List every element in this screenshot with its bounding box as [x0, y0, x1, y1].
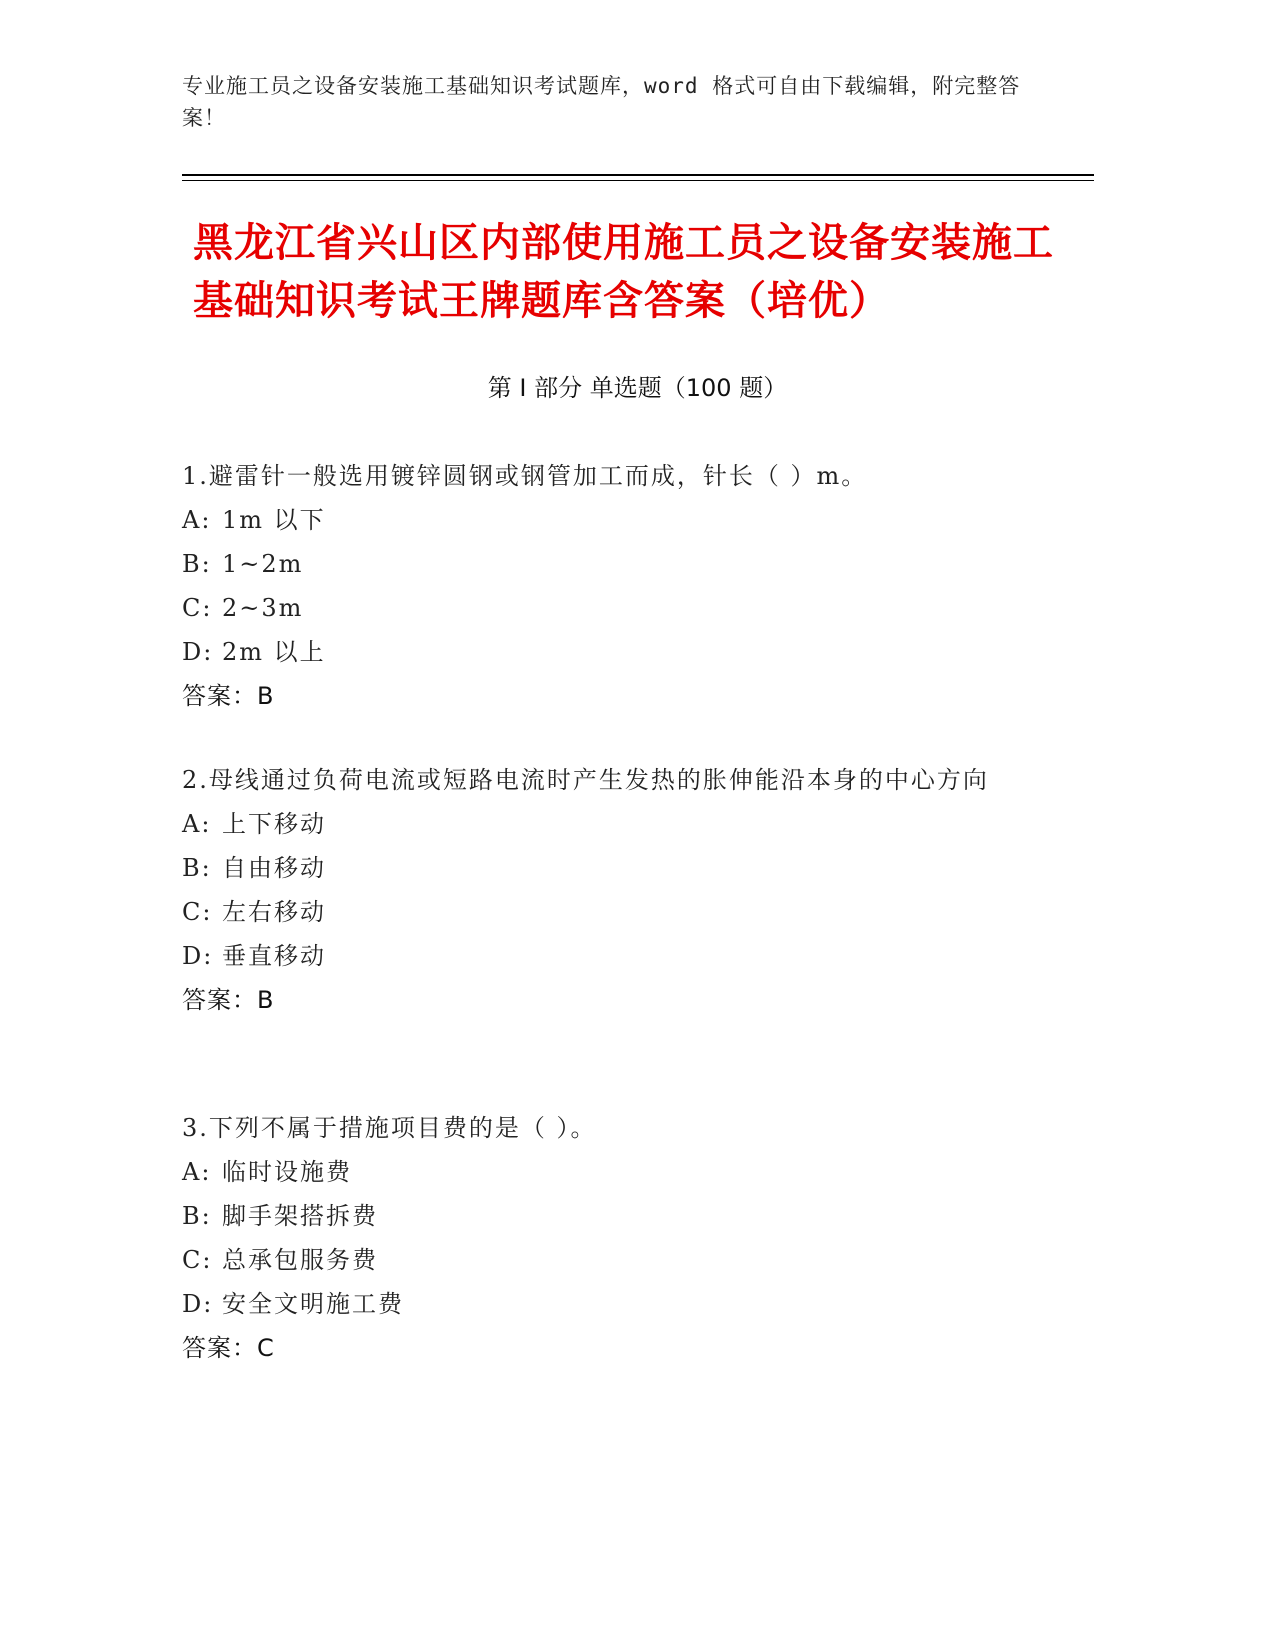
option-label: D: — [182, 942, 214, 970]
option-label: B: — [182, 1202, 212, 1230]
option-text: 左右移动 — [222, 898, 326, 926]
option-d — [182, 934, 1042, 978]
option-text: 临时设施费 — [222, 1158, 352, 1186]
option-label: A: — [182, 1158, 212, 1186]
option-label: A: — [182, 506, 212, 534]
option-c — [182, 586, 1042, 630]
option-label: C: — [182, 594, 213, 622]
option-d — [182, 1282, 1042, 1326]
option-a — [182, 498, 1042, 542]
option-label: C: — [182, 898, 213, 926]
question-1 — [182, 454, 1042, 718]
header-note: 专业施工员之设备安装施工基础知识考试题库，word 格式可自由下载编辑，附完整答案！ — [182, 74, 1021, 130]
option-label: C: — [182, 1246, 213, 1274]
option-text: 自由移动 — [222, 854, 326, 882]
option-label: D: — [182, 1290, 214, 1318]
option-label: B: — [182, 550, 212, 578]
option-b — [182, 542, 1042, 586]
section-title: 第 I 部分 单选题（100 题） — [487, 374, 788, 402]
question-stem: 2.母线通过负荷电流或短路电流时产生发热的胀伸能沿本身的中心方向 — [182, 766, 989, 794]
option-a — [182, 1150, 1042, 1194]
option-label: A: — [182, 810, 212, 838]
answer: 答案：B — [182, 682, 275, 710]
option-c — [182, 890, 1042, 934]
option-text: 安全文明施工费 — [222, 1290, 404, 1318]
answer: 答案：B — [182, 986, 275, 1014]
option-text: 垂直移动 — [222, 942, 326, 970]
option-b — [182, 1194, 1042, 1238]
question-2 — [182, 758, 1042, 1022]
option-text: 2m 以上 — [222, 638, 326, 666]
option-text: 总承包服务费 — [222, 1246, 378, 1274]
document-title: 黑龙江省兴山区内部使用施工员之设备安装施工基础知识考试王牌题库含答案（培优） — [193, 220, 1054, 324]
question-stem: 3.下列不属于措施项目费的是（ ）。 — [182, 1114, 597, 1142]
option-text: 2~3m — [222, 594, 304, 622]
option-text: 上下移动 — [222, 810, 326, 838]
option-text: 脚手架搭拆费 — [222, 1202, 378, 1230]
option-label: B: — [182, 854, 212, 882]
header-rule-thick — [182, 174, 1094, 176]
option-b — [182, 846, 1042, 890]
header-rule-thin — [182, 180, 1094, 181]
option-text: 1m 以下 — [222, 506, 326, 534]
question-stem: 1.避雷针一般选用镀锌圆钢或钢管加工而成，针长（ ）m。 — [182, 462, 868, 490]
option-a — [182, 802, 1042, 846]
option-c — [182, 1238, 1042, 1282]
answer: 答案：C — [182, 1334, 275, 1362]
question-3 — [182, 1106, 1042, 1370]
option-d — [182, 630, 1042, 674]
option-label: D: — [182, 638, 214, 666]
option-text: 1~2m — [222, 550, 304, 578]
